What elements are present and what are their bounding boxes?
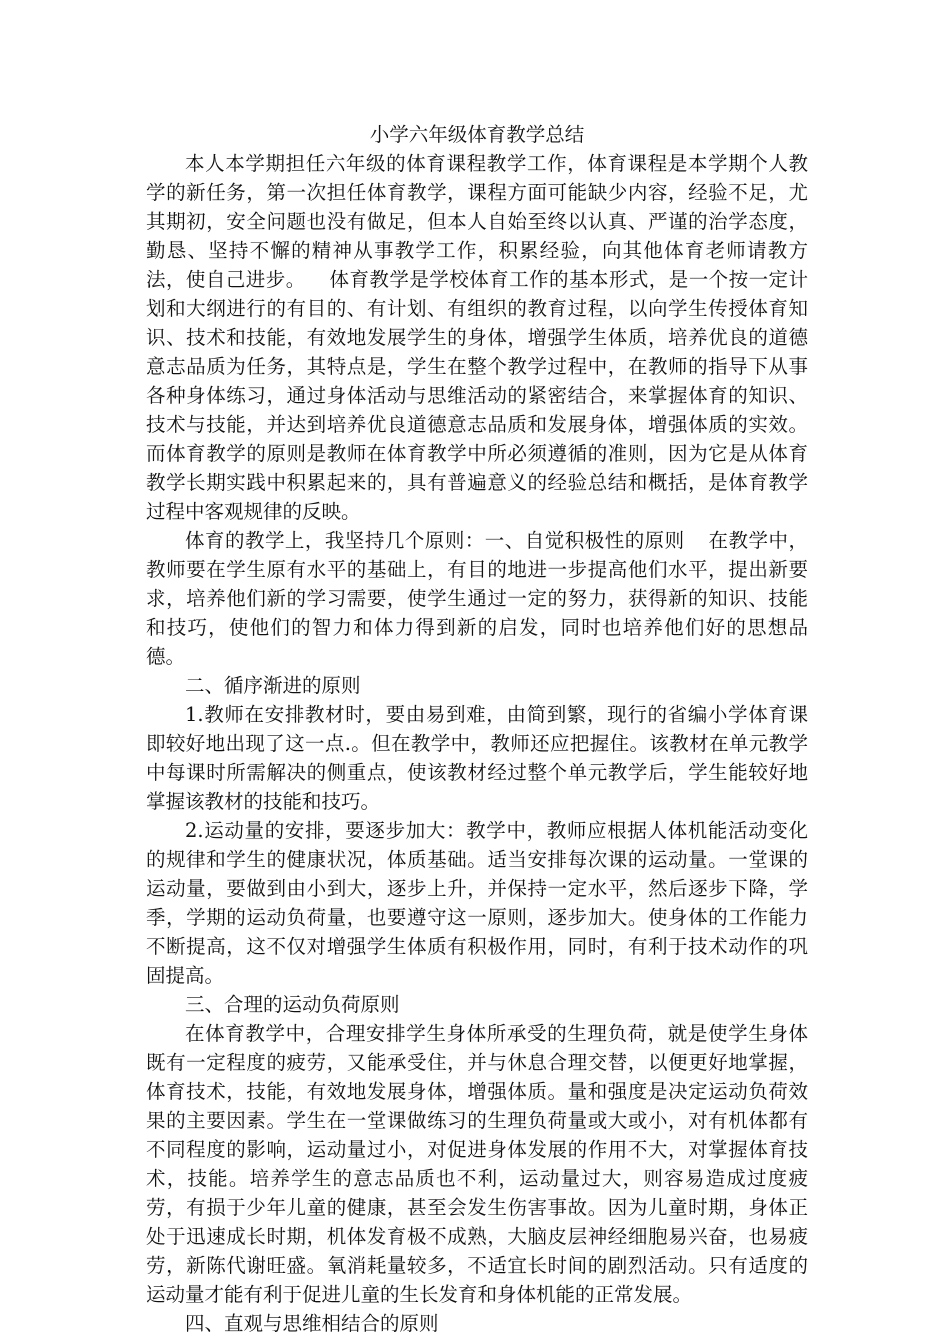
document-page xyxy=(146,120,808,1338)
intro-paragraph xyxy=(146,149,808,526)
intro-text-part2: 体育教学是学校体育工作的基本形式，是一个按一定计划和大纲进行的有目的、有计划、有组织的教育过程，以向学生传授体育知识、技术和技能，有效地发展学生的身体，增强学生体质，培养优良的道德意志品质为任务，其特点是，学生在整个教学过程中，在教师的指导下从事各种身体练习，通过身体活动与思维活动的紧密结合，来掌握体育的知识、技术与技能，并达到培养优良道德意志品质和发展身体，增强体质的实效。而体育教学的原则是教师在体育教学中所必须遵循的准则，因为它是从体育教学长期实践中积累起来的，具有普遍意义的经验总结和概括，是体育教学过程中客观规律的反映。 xyxy=(146,268,808,523)
item-2-2-paragraph: 2.运动量的安排，要逐步加大：教学中，教师应根据人体机能活动变化的规律和学生的健康状况，体质基础。适当安排每次课的运动量。一堂课的运动量，要做到由小到大，逐步上升，并保持一定水平，然后逐步下降，学季，学期的运动负荷量，也要遵守这一原则，逐步加大。使身体的工作能力不断提高，这不仅对增强学生体质有积极作用，同时，有利于技术动作的巩固提高。 xyxy=(146,819,808,987)
intro-text-part1: 本人本学期担任六年级的体育课程教学工作，体育课程是本学期个人教学的新任务，第一次担任体育教学，课程方面可能缺少内容，经验不足，尤其期初，安全问题也没有做足，但本人自始至终以认真、严谨的治学态度，勤恳、坚持不懈的精神从事教学工作，积累经验，向其他体育老师请教方法，使自己进步。 xyxy=(146,152,808,291)
document-title: 小学六年级体育教学总结 xyxy=(369,123,585,146)
principle1-body-text: 在教学中，教师要在学生原有水平的基础上，有目的地进一步提高他们水平，提出新要求，培养他们新的学习需要，使学生通过一定的努力，获得新的知识、技能和技巧，使他们的智力和体力得到新的启发，同时也培养他们好的思想品德。 xyxy=(146,529,808,668)
section-heading-4: 四、直观与思维相结合的原则 xyxy=(185,1312,439,1335)
section-heading-2: 二、循序渐进的原则 xyxy=(185,674,361,697)
section-3-paragraph: 在体育教学中，合理安排学生身体所承受的生理负荷，就是使学生身体既有一定程度的疲劳，又能承受住，并与休息合理交替，以便更好地掌握，体育技术，技能，有效地发展身体，增强体质。量和强度是决定运动负荷效果的主要因素。学生在一堂课做练习的生理负荷量或大或小，对有机体都有不同程度的影响，运动量过小，对促进身体发展的作用不大，对掌握体育技术，技能。培养学生的意志品质也不利，运动量过大，则容易造成过度疲劳，有损于少年儿童的健康，甚至会发生伤害事故。因为儿童时期，身体正处于迅速成长时期，机体发育极不成熟，大脑皮层神经细胞易兴奋，也易疲劳，新陈代谢旺盛。氧消耗量较多，不适宜长时间的剧烈活动。只有适度的运动量才能有利于促进儿童的生长发育和身体机能的正常发展。 xyxy=(146,1022,808,1306)
principles-intro-text: 体育的教学上，我坚持几个原则：一、自觉积极性的原则 xyxy=(185,529,685,552)
principles-paragraph xyxy=(146,526,808,671)
item-2-1-paragraph: 1.教师在安排教材时，要由易到难，由简到繁，现行的省编小学体育课即较好地出现了这一点.。但在教学中，教师还应把握住。该教材在单元教学中每课时所需解决的侧重点，使该教材经过整个单元教学后，学生能较好地掌握该教材的技能和技巧。 xyxy=(146,703,808,813)
section-heading-3: 三、合理的运动负荷原则 xyxy=(185,993,400,1016)
